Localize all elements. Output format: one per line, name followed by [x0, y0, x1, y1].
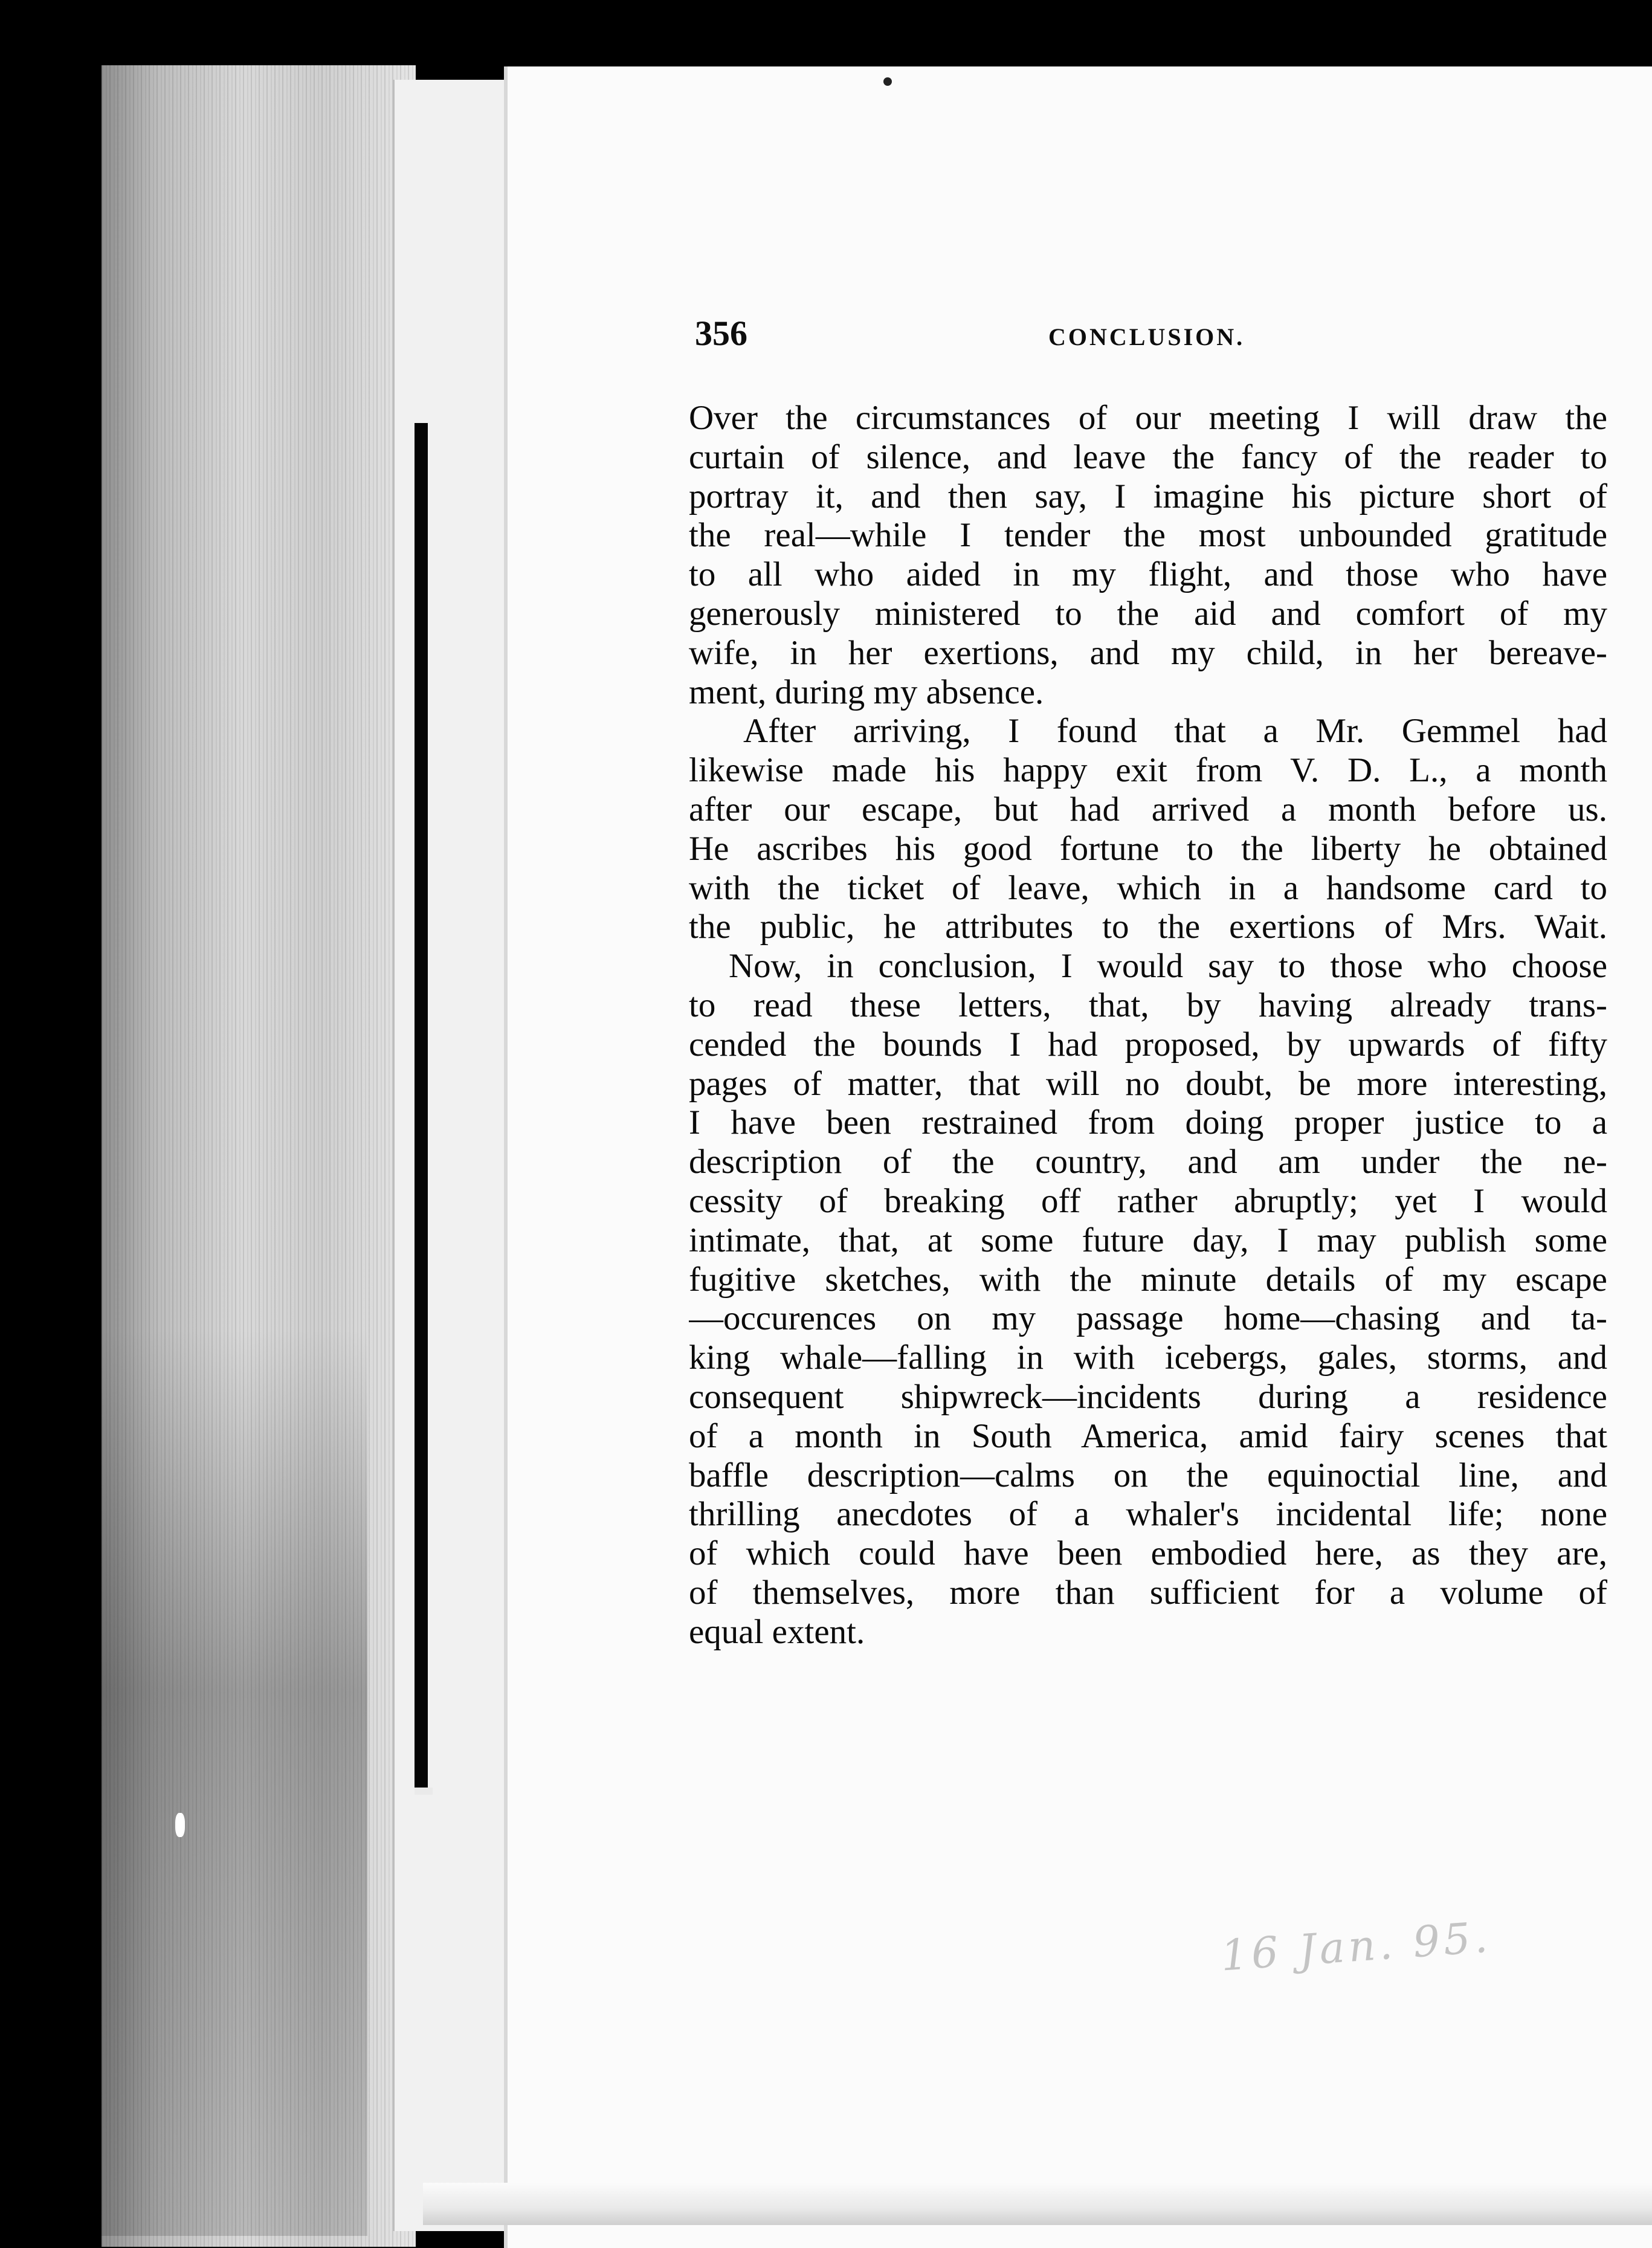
text-line: with the ticket of leave, which in a handsome card to	[689, 868, 1607, 907]
text-line: of a month in South America, amid fairy scenes that	[689, 1416, 1607, 1455]
text-line: consequent shipwreck—incidents during a residence	[689, 1377, 1607, 1416]
running-title: CONCLUSION.	[1048, 323, 1245, 350]
text-line: He ascribes his good fortune to the liberty he obtained	[689, 829, 1607, 868]
text-line: king whale—falling in with icebergs, gales, storms, and	[689, 1339, 1607, 1377]
text-line: cended the bounds I had proposed, by upwards of fifty	[689, 1025, 1607, 1064]
page-bottom-edge	[423, 2183, 1652, 2225]
text-line: I have been restrained from doing proper justice to a	[689, 1103, 1607, 1142]
text-line: of which could have been embodied here, as they are,	[689, 1534, 1607, 1573]
page-edges-shadow	[102, 1329, 367, 2236]
text-line: to read these letters, that, by having already trans-	[689, 986, 1607, 1024]
ink-dot	[883, 77, 892, 86]
text-line: curtain of silence, and leave the fancy of the reader to	[689, 438, 1607, 476]
text-line: fugitive sketches, with the minute details of my escape	[689, 1260, 1607, 1299]
text-line: of themselves, more than sufficient for a volume of	[689, 1573, 1607, 1612]
text-line: ment, during my absence.	[689, 673, 1044, 711]
gutter-bar-cap	[415, 1788, 433, 1795]
text-line: description of the country, and am under the ne-	[689, 1143, 1607, 1181]
text-line: wife, in her exertions, and my child, in her bereave-	[689, 633, 1607, 672]
underlying-leaf	[393, 80, 515, 2231]
text-line: to all who aided in my flight, and those who have	[689, 555, 1607, 594]
text-line: baffle description—calms on the equinoctial line, and	[689, 1456, 1607, 1494]
text-line: equal extent.	[689, 1612, 865, 1651]
page-number: 356	[695, 314, 747, 353]
text-line: cessity of breaking off rather abruptly; yet I would	[689, 1181, 1607, 1220]
body-text	[689, 399, 1607, 1652]
text-line: —occurences on my passage home—chasing and ta-	[689, 1299, 1607, 1338]
text-line: the real—while I tender the most unbounded gratitude	[689, 516, 1607, 555]
text-line: pages of matter, that will no doubt, be more interesting,	[689, 1064, 1607, 1103]
gutter-shadow-bar	[415, 423, 428, 1795]
text-line: intimate, that, at some future day, I may publish some	[689, 1221, 1607, 1259]
handwritten-date-note: 16 Jan. 95.	[1219, 1912, 1493, 1981]
text-line: portray it, and then say, I imagine his picture short of	[689, 477, 1607, 515]
text-line: generously ministered to the aid and comfort of my	[689, 594, 1607, 633]
text-line: Over the circumstances of our meeting I will draw the	[689, 399, 1607, 437]
edge-fleck	[175, 1813, 185, 1837]
text-line: the public, he attributes to the exertions of Mrs. Wait.	[689, 908, 1607, 946]
text-line: after our escape, but had arrived a month before us.	[689, 790, 1607, 828]
text-line: Now, in conclusion, I would say to those who choose	[729, 947, 1607, 986]
text-line: likewise made his happy exit from V. D. L., a month	[689, 751, 1607, 790]
text-line: After arriving, I found that a Mr. Gemmel had	[743, 712, 1607, 751]
text-line: thrilling anecdotes of a whaler's incidental life; none	[689, 1495, 1607, 1534]
running-head	[695, 313, 1601, 361]
